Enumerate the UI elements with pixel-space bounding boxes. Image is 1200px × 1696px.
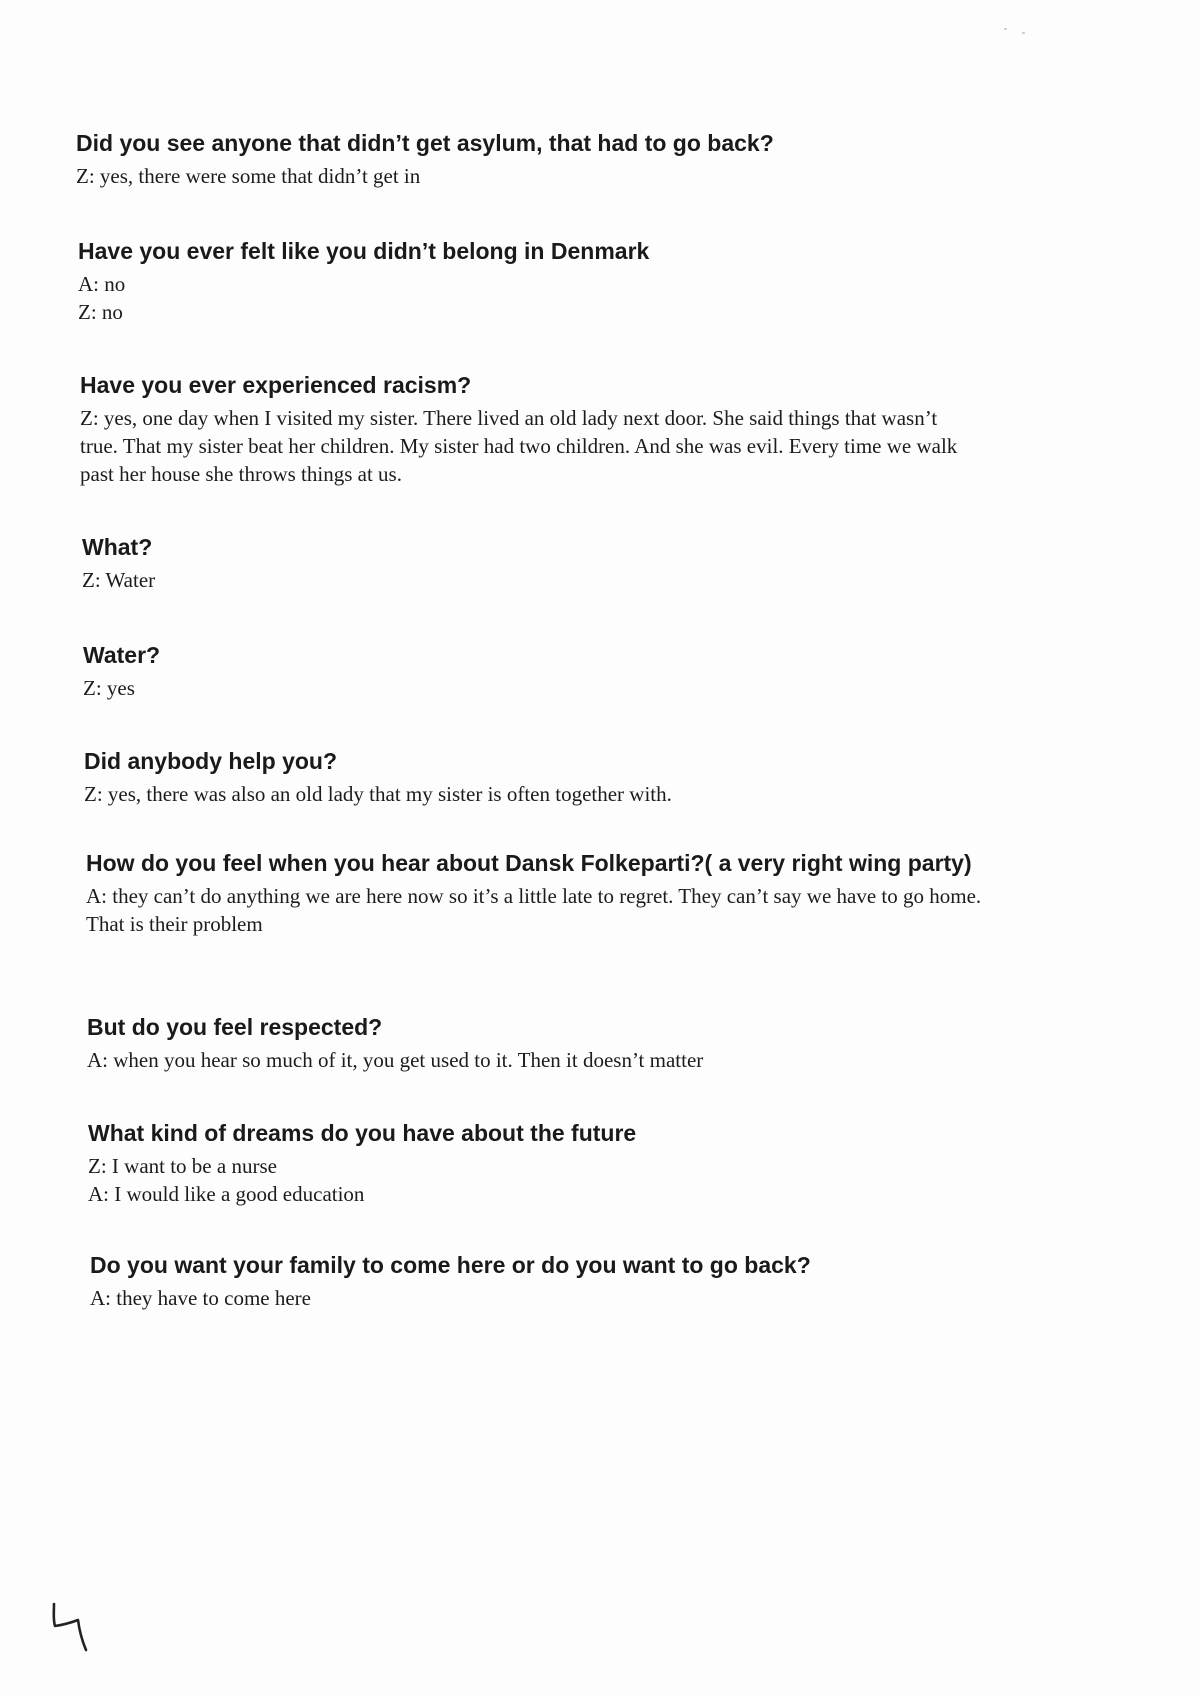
question-9: What kind of dreams do you have about the future [88,1120,637,1146]
answer-1: Z: yes, there were some that didn’t get in [76,164,421,188]
qa-block-5 [83,640,1083,702]
answer-2a: A: no [78,272,126,296]
answer-8: A: when you hear so much of it, you get used to it. Then it doesn’t matter [87,1048,704,1072]
question-5: Water? [83,642,161,668]
answer-7: A: they can’t do anything we are here now so it’s a little late to regret. They can’t say we have to go home. That is their problem [86,884,982,936]
question-6: Did anybody help you? [84,748,338,774]
answer-10: A: they have to come here [90,1286,311,1310]
answer-9b: A: I would like a good education [88,1182,365,1206]
qa-block-10 [90,1250,1090,1312]
question-4: What? [82,534,153,560]
qa-block-1 [76,128,1076,190]
answer-2b: Z: no [78,300,123,324]
question-8: But do you feel respected? [87,1014,383,1040]
answer-9a: Z: I want to be a nurse [88,1154,277,1178]
answer-3: Z: yes, one day when I visited my sister. There lived an old lady next door. She said things that wasn’t true. That my sister beat her children. My sister had two children. And she was evil. Every time we walk past her house she throws things at us. [80,406,958,486]
answer-4: Z: Water [82,568,156,592]
page-number-handwritten [48,1600,92,1654]
scan-speck [1022,32,1025,34]
qa-block-8 [87,1012,1087,1074]
qa-block-9 [88,1118,1088,1208]
answer-5: Z: yes [83,676,135,700]
question-3: Have you ever experienced racism? [80,372,472,398]
question-7: How do you feel when you hear about Dansk Folkeparti?( a very right wing party) [86,850,972,876]
question-2: Have you ever felt like you didn’t belong in Denmark [78,238,650,264]
qa-block-3 [80,370,960,488]
scan-speck [1004,28,1007,30]
qa-block-6 [84,746,1084,808]
qa-block-4 [82,532,1082,594]
qa-block-7 [86,848,986,938]
answer-6: Z: yes, there was also an old lady that my sister is often together with. [84,782,672,806]
question-1: Did you see anyone that didn’t get asylum, that had to go back? [76,130,774,156]
qa-block-2 [78,236,1078,326]
question-10: Do you want your family to come here or do you want to go back? [90,1252,811,1278]
